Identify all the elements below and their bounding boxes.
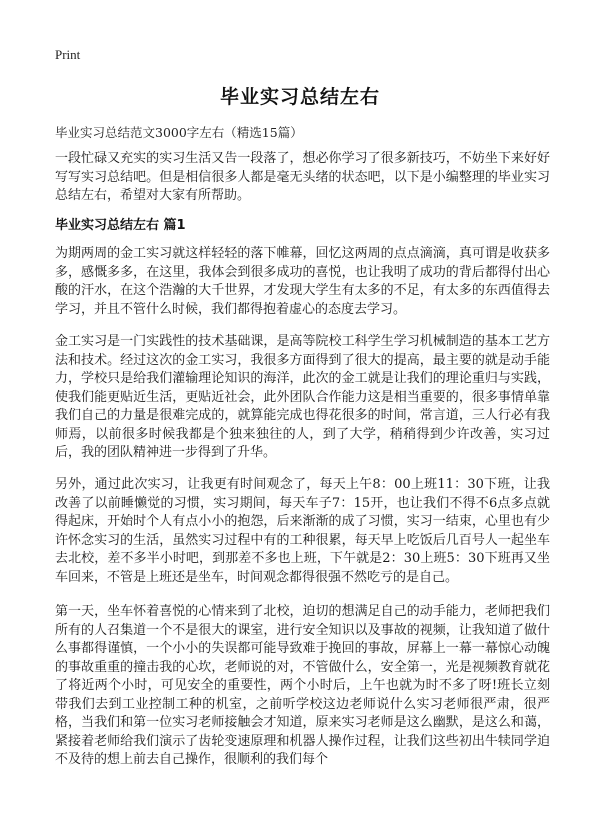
body-paragraph-2: 金工实习是一门实践性的技术基础课，是高等院校工科学生学习机械制造的基本工艺方法和技术。经过这次的金工实习，我很多方面得到了很大的提高，最主要的就是动手能力，学校只是给我们灌输理论知识的海洋，此次的金工就是让我们的理论重归与实践，使我们能更贴近生活，更贴近社会，此外团队合作能力这是相当重要的，很多事情单靠我们自己的力量是很难完成的，就算能完成也得花很多的时间，常言道，三人行必有我师焉，以前很多时候我都是个独来独往的人，到了大学，稍稍得到少许改善，实习过后，我的团队精神进一步得到了升华。 (55, 334, 550, 460)
intro-paragraph: 一段忙碌又充实的实习生活又告一段落了，想必你学习了很多新技巧，不妨坐下来好好写写实习总结吧。但是相信很多人都是毫无头绪的状态吧，以下是小编整理的毕业实习总结左右，希望对大家有所帮助。 (55, 151, 550, 203)
body-paragraph-1: 为期两周的金工实习就这样轻轻的落下帷幕，回忆这两周的点点滴滴，真可谓是收获多多，感慨多多，在这里，我体会到很多成功的喜悦，也让我明了成功的背后都得付出心酸的汗水，在这个浩瀚的大千世界，才发现大学生有太多的不足，有太多的东西值得去学习，并且不管什么时候，我们都得抱着虚心的态度去学习。 (55, 246, 550, 317)
subtitle: 毕业实习总结范文3000字左右（精选15篇） (55, 125, 303, 140)
section-heading: 毕业实习总结左右 篇1 (55, 218, 186, 233)
body-paragraph-3: 另外，通过此次实习，让我更有时间观念了，每天上午8：00上班11：30下班，让我改善了以前睡懒觉的习惯，实习期间，每天车子7：15开，也让我们不得不6点多点就得起床，开始时个人有点小小的抱怨，后来渐渐的成了习惯，实习一结束，心里也有少许怀念实习的生活，虽然实习过程中有的工种很累，每天早上吃饭后几百号人一起坐车去北校，差不多半小时吧，到那差不多也上班，下午就是2：30上班5：30下班再又坐车回来，不管是上班还是坐车，时间观念都得很强不然吃亏的是自己。 (55, 477, 550, 585)
body-paragraph-4: 第一天，坐车怀着喜悦的心情来到了北校，迫切的想满足自己的动手能力，老师把我们所有的人召集道一个不是很大的课室，进行安全知识以及事故的视频，让我知道了做什么事都得谨慎，一个小小的失误都可能导致难于挽回的事故，屏幕上一幕一幕惊心动魄的事故重重的撞击我的心坎，老师说的对，不管做什么，安全第一，光是视频教育就花了将近两个小时，可见安全的重要性，两个小时后，上午也就为时不多了呀!班长立刻带我们去到工业控制工种的机室，之前听学校这边老师说什么实习老师很严肃，很严格，当我们和第一位实习老师接触会才知道，原来实习老师是这么幽默，是这么和蔼，紧接着老师给我们演示了齿轮变速原理和机器人操作过程，让我们这些初出牛犊同学迫不及待的想上前去自己操作，很顺利的我们每个 (55, 604, 550, 767)
print-link[interactable]: Print (55, 47, 81, 62)
page-title: 毕业实习总结左右 (219, 86, 380, 108)
